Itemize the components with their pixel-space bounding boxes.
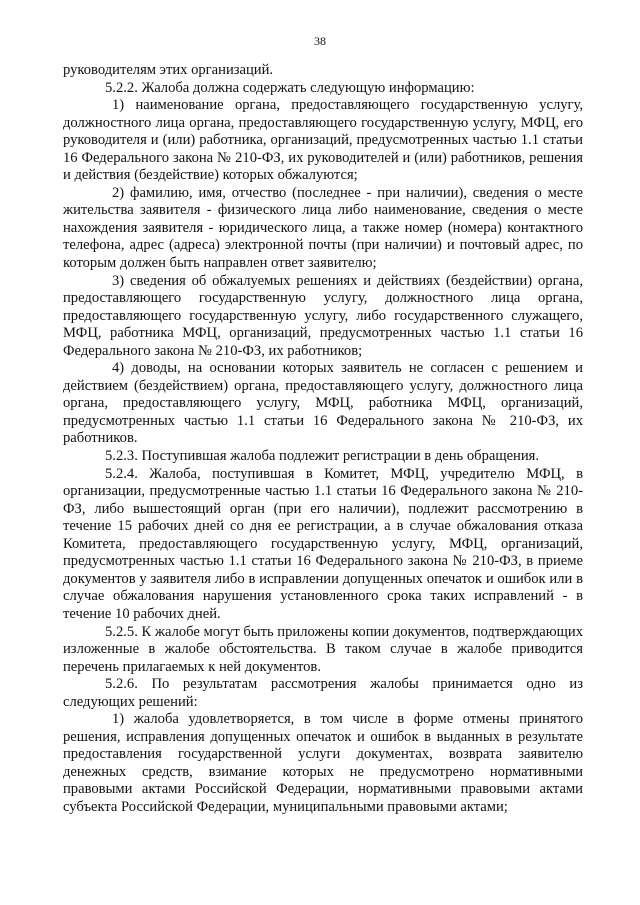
paragraph: 1) жалоба удовлетворяется, в том числе в форме отмены принятого решения, исправления допущенных опечаток и ошибок в выданных в результате предоставления государственной услуги документах, возврата заявителю денежных средств, взимание которых не предусмотрено нормативными правовыми актами Российской Федерации, нормативными правовыми актами субъекта Российской Федерации, муниципальными правовыми актами; <box>63 711 583 815</box>
paragraph: 5.2.3. Поступившая жалоба подлежит регистрации в день обращения. <box>105 448 540 465</box>
paragraph: 5.2.6. По результатам рассмотрения жалобы принимается одно из следующих решений: <box>63 676 583 710</box>
paragraph: 1) наименование органа, предоставляющего государственную услугу, должностного лица органа, предоставляющего государственную услугу, МФЦ, его руководителя и (или) работника, организаций, предусмотренных частью 1.1 статьи 16 Федерального закона № 210-ФЗ, их руководителей и (или) работников, решения и действия (бездействие) которых обжалуются; <box>63 97 583 184</box>
paragraph: 3) сведения об обжалуемых решениях и действиях (бездействии) органа, предоставляющего государственную услугу, должностного лица органа, предоставляющего государственную услугу, либо государственного служащего, МФЦ, работника МФЦ, организаций, предусмотренных частью 1.1 статьи 16 Федерального закона № 210-ФЗ, их работников; <box>63 272 583 359</box>
paragraph: 5.2.5. К жалобе могут быть приложены копии документов, подтверждающих изложенные в жалобе обстоятельства. В таком случае в жалобе приводится перечень прилагаемых к ней документов. <box>63 623 583 675</box>
paragraph: 2) фамилию, имя, отчество (последнее - при наличии), сведения о месте жительства заявителя - физического лица либо наименование, сведения о месте нахождения заявителя - юридического лица, а также номер (номера) контактного телефона, адрес (адреса) электронной почты (при наличии) и почтовый адрес, по которым должен быть направлен ответ заявителю; <box>63 184 583 272</box>
paragraph: 5.2.2. Жалоба должна содержать следующую информацию: <box>105 79 475 96</box>
document-body <box>63 62 583 817</box>
paragraph: 5.2.4. Жалоба, поступившая в Комитет, МФЦ, учредителю МФЦ, в организации, предусмотренные частью 1.1 статьи 16 Федерального закона № 210-ФЗ, либо вышестоящий орган (при его наличии), подлежит рассмотрению в течение 15 рабочих дней со дня ее регистрации, а в случае обжалования отказа Комитета, предоставляющего государственную услугу, МФЦ, организаций, предусмотренных частью 1.1 статьи 16 Федерального закона № 210-ФЗ, в приеме документов у заявителя либо в исправлении допущенных опечаток и ошибок или в случае обжалования нарушения установленного срока таких исправлений - в течение 10 рабочих дней. <box>63 465 583 622</box>
paragraph: руководителям этих организаций. <box>63 62 274 78</box>
page-number: 38 <box>314 34 326 48</box>
paragraph: 4) доводы, на основании которых заявитель не согласен с решением и действием (бездействием) органа, предоставляющего услугу, должностного лица органа, предоставляющего услугу, МФЦ, работника МФЦ, организаций, предусмотренных частью 1.1 статьи 16 Федерального закона № 210-ФЗ, их работников. <box>63 360 583 447</box>
